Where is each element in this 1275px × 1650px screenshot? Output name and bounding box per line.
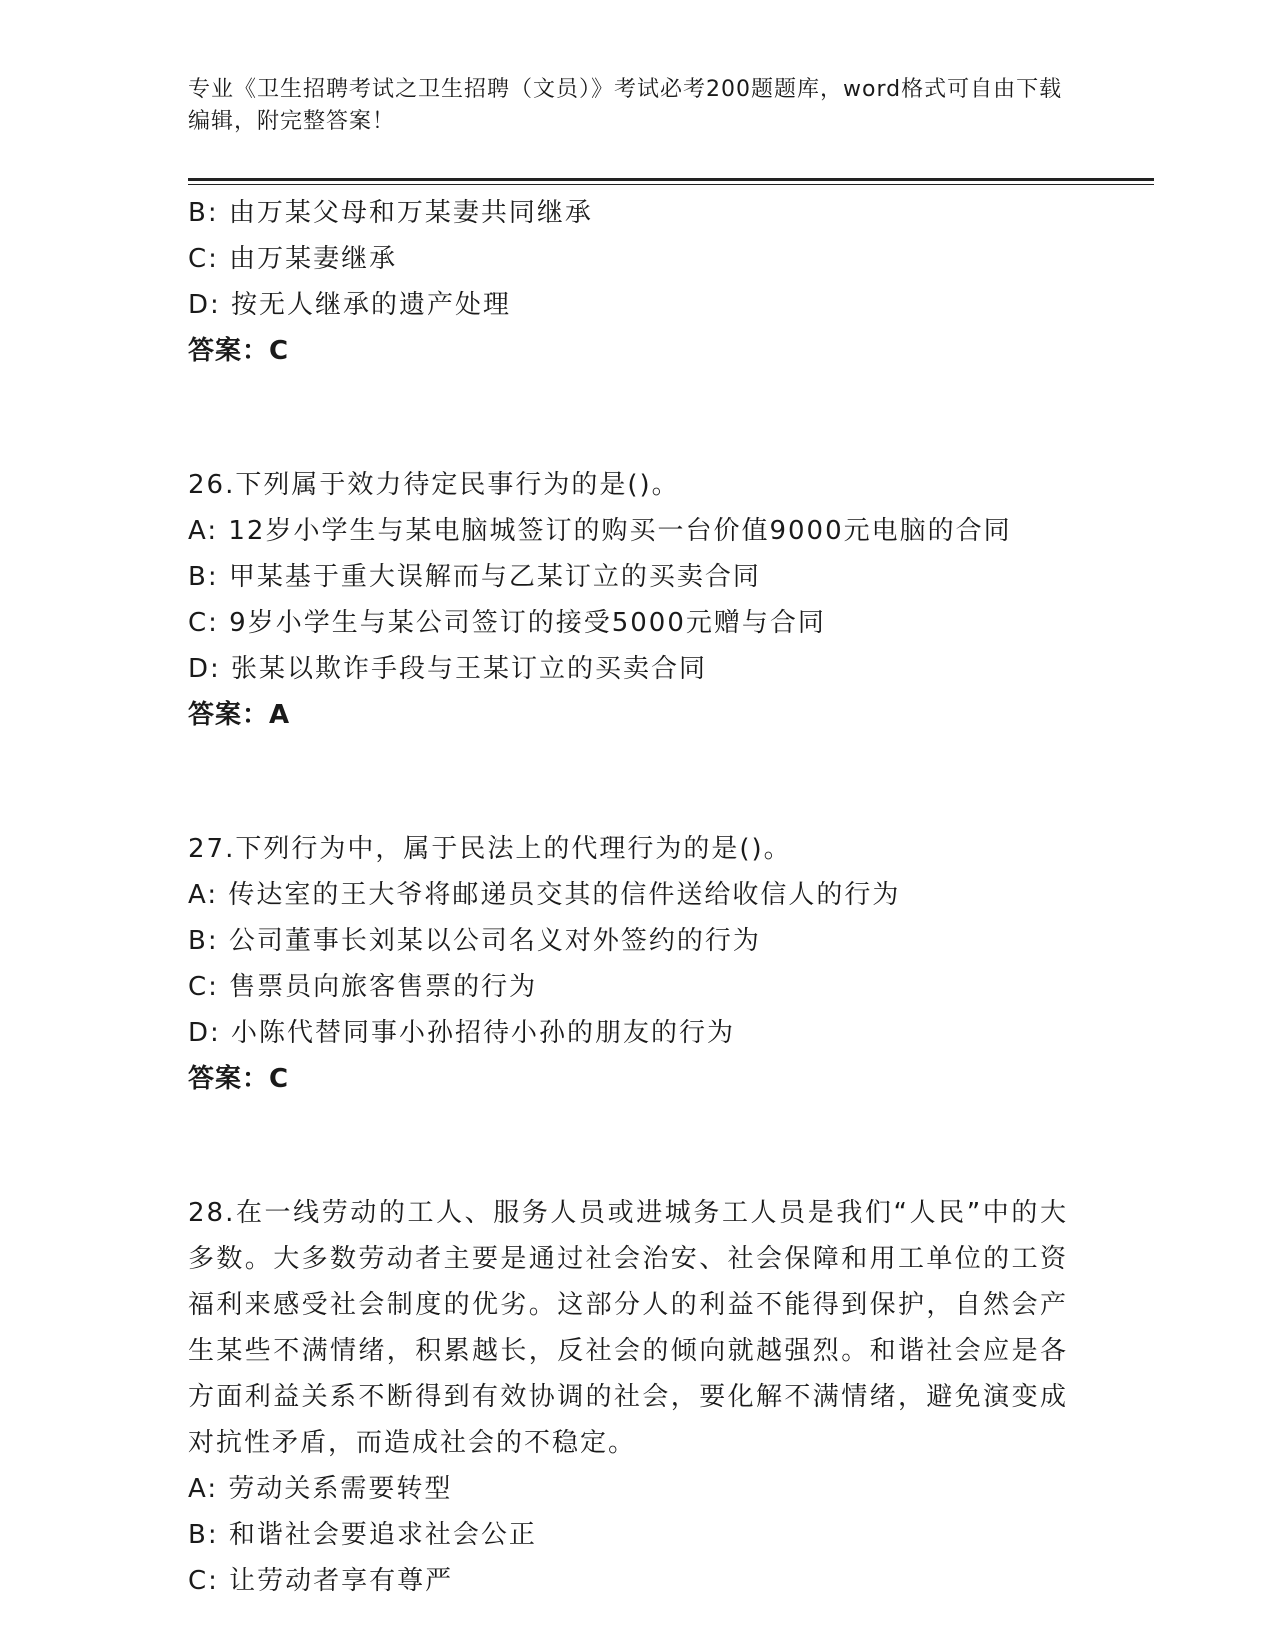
spacer [188,738,1088,826]
question-stem: 26.下列属于效力待定民事行为的是()。 [188,470,680,500]
option-d: D: 张某以欺诈手段与王某订立的买卖合同 [188,654,708,684]
option-a: A: 12岁小学生与某电脑城签订的购买一台价值9000元电脑的合同 [188,516,1012,546]
question-stem: 27.下列行为中，属于民法上的代理行为的是()。 [188,834,792,864]
header-divider-thick [188,178,1154,181]
option-b: B: 和谐社会要追求社会公正 [188,1520,537,1550]
question-25-tail [188,190,1088,374]
option-c: C: 让劳动者享有尊严 [188,1566,454,1596]
question-26 [188,462,1088,738]
question-stem: 28.在一线劳动的工人、服务人员或进城务工人员是我们“人民”中的大多数。大多数劳动者主要是通过社会治安、社会保障和用工单位的工资福利来感受社会制度的优劣。这部分人的利益不能得到保护，自然会产生某些不满情绪，积累越长，反社会的倾向就越强烈。和谐社会应是各方面利益关系不断得到有效协调的社会，要化解不满情绪，避免演变成对抗性矛盾，而造成社会的不稳定。 [188,1198,1068,1458]
spacer [188,1102,1088,1190]
answer: 答案：C [188,1064,290,1094]
question-content [188,190,1088,1604]
option-c: C: 由万某妻继承 [188,244,398,274]
option-a: A: 劳动关系需要转型 [188,1474,453,1504]
document-header [188,74,1068,138]
question-27 [188,826,1088,1102]
header-divider-thin [188,184,1154,185]
option-a: A: 传达室的王大爷将邮递员交其的信件送给收信人的行为 [188,880,901,910]
answer: 答案：C [188,336,290,366]
spacer [188,374,1088,462]
question-28 [188,1190,1088,1604]
option-b: B: 公司董事长刘某以公司名义对外签约的行为 [188,926,761,956]
option-c: C: 9岁小学生与某公司签订的接受5000元赠与合同 [188,608,826,638]
option-c: C: 售票员向旅客售票的行为 [188,972,538,1002]
option-d: D: 小陈代替同事小孙招待小孙的朋友的行为 [188,1018,736,1048]
option-b: B: 由万某父母和万某妻共同继承 [188,198,593,228]
option-d: D: 按无人继承的遗产处理 [188,290,512,320]
option-b: B: 甲某基于重大误解而与乙某订立的买卖合同 [188,562,761,592]
header-title: 专业《卫生招聘考试之卫生招聘（文员）》考试必考200题题库，word格式可自由下载编辑，附完整答案！ [188,77,1063,134]
answer: 答案：A [188,700,291,730]
